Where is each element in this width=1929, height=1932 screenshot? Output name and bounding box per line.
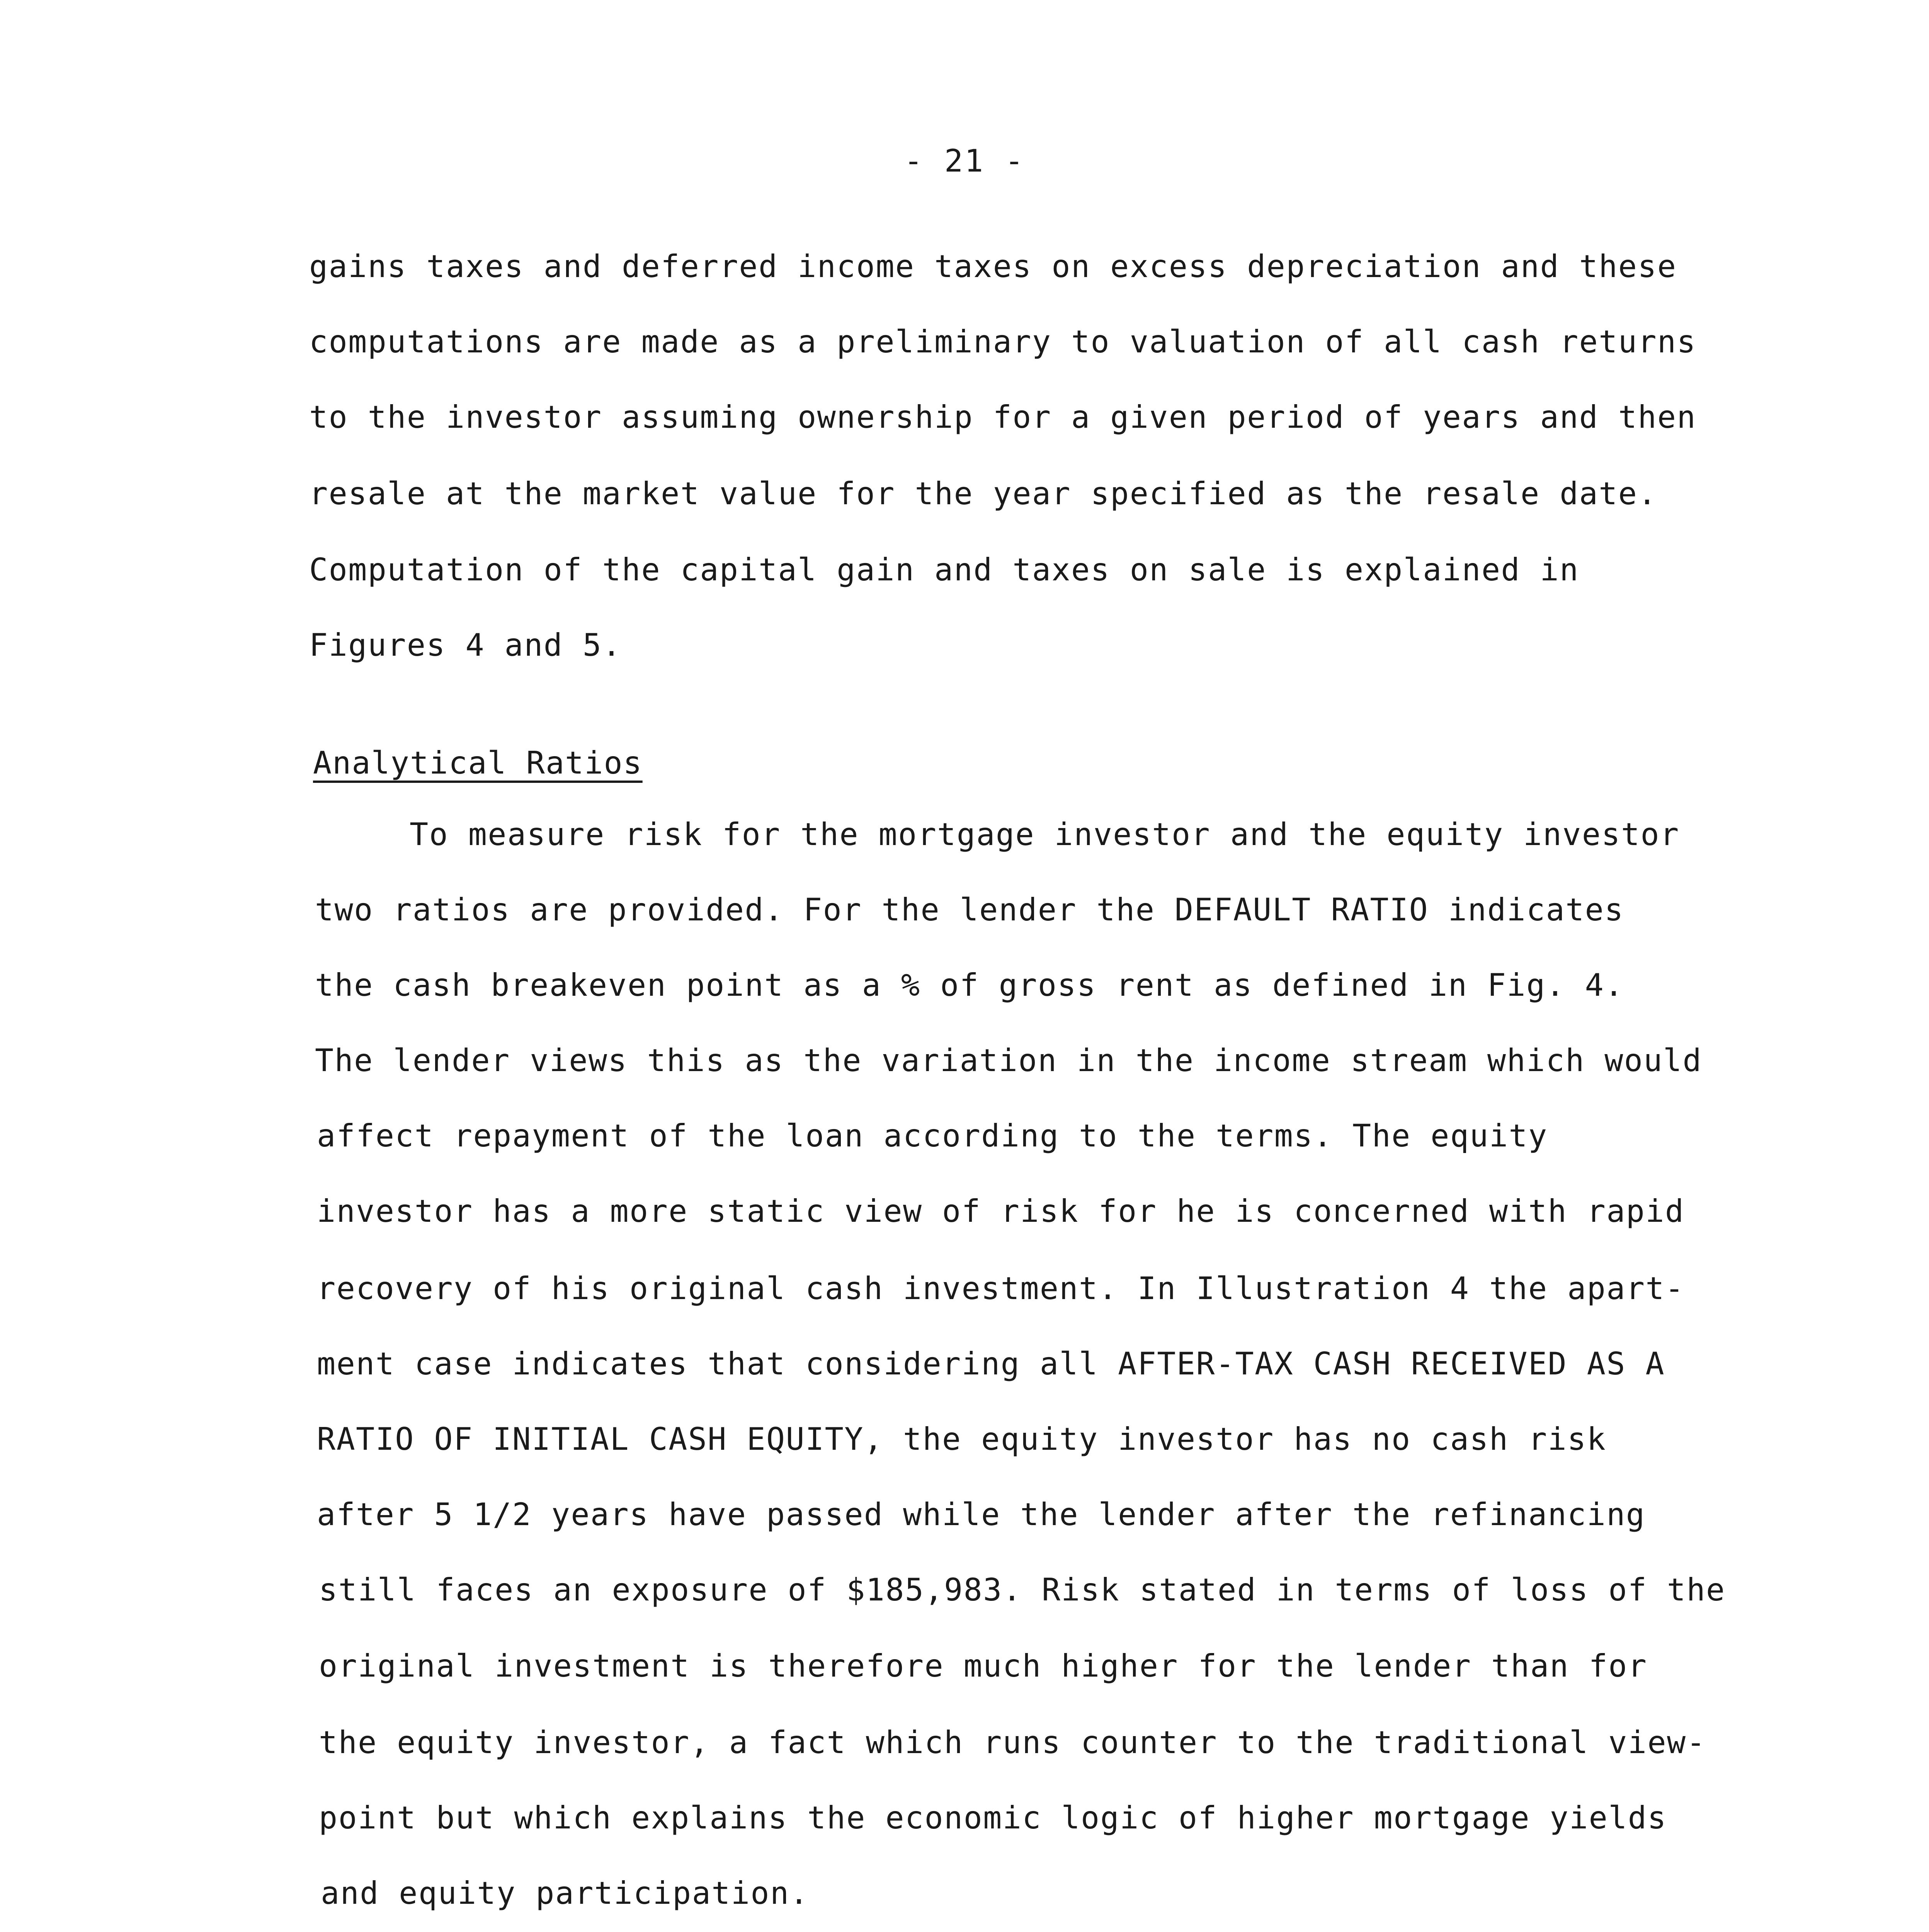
paragraph-line: Figures 4 and 5. [309,627,622,663]
paragraph-line: computations are made as a preliminary to valuation of all cash returns [309,324,1697,360]
paragraph-line: resale at the market value for the year specified as the resale date. [309,476,1657,512]
paragraph-line: RATIO OF INITIAL CASH EQUITY, the equity investor has no cash risk [317,1421,1607,1457]
paragraph-line: to the investor assuming ownership for a given period of years and then [309,399,1697,435]
paragraph-line: Computation of the capital gain and taxes on sale is explained in [309,552,1579,588]
paragraph-line: the equity investor, a fact which runs counter to the traditional view- [319,1725,1706,1760]
paragraph-line: still faces an exposure of $185,983. Risk stated in terms of loss of the [319,1572,1726,1608]
paragraph-line: investor has a more static view of risk for he is concerned with rapid [317,1193,1685,1229]
paragraph-line: ment case indicates that considering all AFTER-TAX CASH RECEIVED AS A [317,1346,1665,1382]
paragraph-line: affect repayment of the loan according to the terms. The equity [317,1118,1548,1154]
paragraph-line: To measure risk for the mortgage investor and the equity investor [410,816,1680,852]
section-heading: Analytical Ratios [313,745,643,781]
paragraph-line: gains taxes and deferred income taxes on excess depreciation and these [309,248,1677,284]
paragraph-line: recovery of his original cash investment. In Illustration 4 the apart- [317,1270,1685,1306]
paragraph-line: and equity participation. [321,1875,810,1911]
paragraph-line: point but which explains the economic logic of higher mortgage yields [319,1800,1667,1836]
paragraph-line: The lender views this as the variation in the income stream which would [315,1043,1703,1078]
paragraph-line: two ratios are provided. For the lender the DEFAULT RATIO indicates [315,892,1624,928]
paragraph-line: the cash breakeven point as a % of gross rent as defined in Fig. 4. [315,967,1624,1003]
paragraph-line: after 5 1/2 years have passed while the lender after the refinancing [317,1497,1646,1532]
page-number: - 21 - [904,143,1025,179]
paragraph-line: original investment is therefore much higher for the lender than for [319,1648,1648,1684]
